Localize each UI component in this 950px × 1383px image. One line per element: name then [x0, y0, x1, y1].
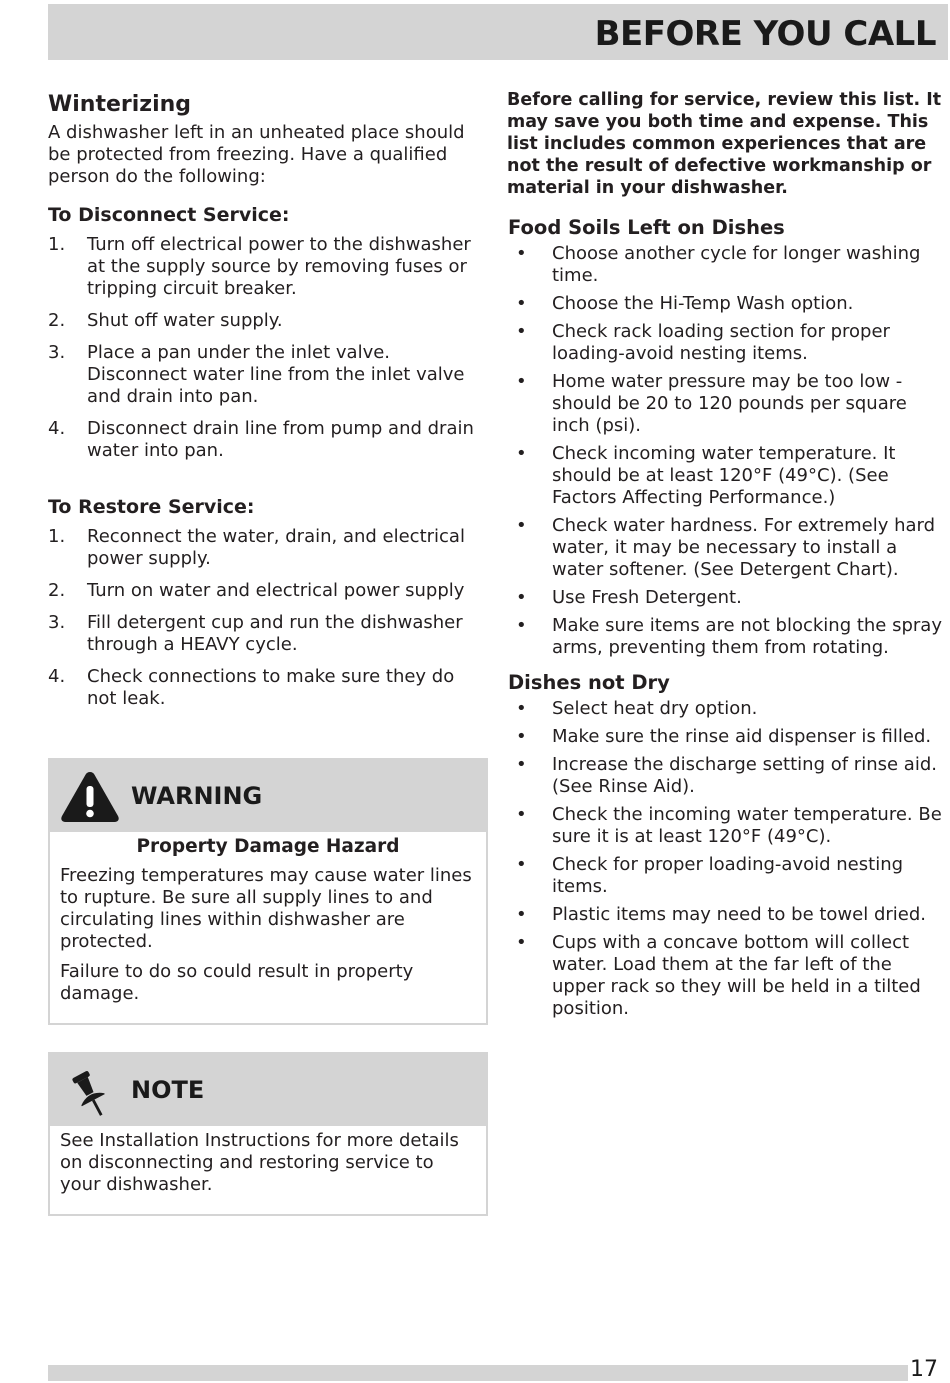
list-item: • Increase the discharge setting of rinse aid. (See Rinse Aid). [516, 754, 937, 797]
list-item: 3. Fill detergent cup and run the dishwasher through a HEAVY cycle. [48, 612, 463, 655]
list-item: • Check the incoming water temperature. Be sure it is at least 120°F (49°C). [516, 804, 942, 847]
list-item: • Plastic items may need to be towel dried. [516, 904, 927, 925]
warning-label: WARNING [131, 782, 263, 810]
pushpin-icon [72, 1070, 108, 1124]
hazard-title: Property Damage Hazard [136, 836, 400, 857]
warning-triangle-icon [60, 770, 120, 828]
note-label: NOTE [131, 1076, 205, 1104]
list-item: • Select heat dry option. [516, 698, 758, 719]
warning-box [48, 758, 488, 1025]
list-item: • Choose the Hi-Temp Wash option. [516, 293, 854, 314]
restore-title: To Restore Service: [48, 496, 255, 518]
note-header [50, 1054, 486, 1126]
list-item: • Make sure the rinse aid dispenser is filled. [516, 726, 932, 747]
service-intro: Before calling for service, review this list. It may save you both time and expense. This list includes common experiences that are not the result of defective workmanship or material in your dishwasher. [507, 90, 942, 198]
dishes-not-dry-list [507, 698, 943, 1020]
header-bar [48, 4, 948, 60]
disconnect-title: To Disconnect Service: [48, 204, 290, 226]
left-column [48, 92, 488, 720]
list-item: 4. Disconnect drain line from pump and drain water into pan. [48, 418, 474, 461]
list-item: • Make sure items are not blocking the spray arms, preventing them from rotating. [516, 615, 942, 658]
winterizing-intro: A dishwasher left in an unheated place should be protected from freezing. Have a qualified person do the following: [48, 122, 465, 187]
food-soils-title: Food Soils Left on Dishes [508, 216, 785, 239]
list-item: 4. Check connections to make sure they do not leak. [48, 666, 455, 709]
winterizing-title: Winterizing [48, 92, 192, 117]
disconnect-steps [48, 234, 488, 462]
list-item: 3. Place a pan under the inlet valve. Disconnect water line from the inlet valve and drain into pan. [48, 342, 465, 407]
list-item: 2. Turn on water and electrical power supply [48, 580, 465, 601]
page-title: BEFORE YOU CALL [594, 14, 936, 54]
restore-steps [48, 526, 488, 710]
list-item: • Check water hardness. For extremely hard water, it may be necessary to install a water softener. (See Detergent Chart). [516, 515, 936, 580]
food-soils-list [507, 243, 943, 659]
note-body [50, 1126, 486, 1214]
footer-bar [48, 1365, 908, 1381]
warning-text: Freezing temperatures may cause water lines to rupture. Be sure all supply lines to and circulating lines within dishwasher are protected. [60, 865, 472, 952]
warning-text-2: Failure to do so could result in property damage. [60, 961, 414, 1004]
list-item: 1. Reconnect the water, drain, and electrical power supply. [48, 526, 465, 569]
right-column [507, 89, 943, 1026]
list-item: • Check rack loading section for proper loading-avoid nesting items. [516, 321, 890, 364]
list-item: • Use Fresh Detergent. [516, 587, 742, 608]
warning-body [50, 865, 486, 1023]
list-item: 2. Shut off water supply. [48, 310, 283, 331]
list-item: 1. Turn off electrical power to the dishwasher at the supply source by removing fuses or tripping circuit breaker. [48, 234, 471, 299]
list-item: • Cups with a concave bottom will collect water. Load them at the far left of the upper rack so they will be held in a tilted position. [516, 932, 921, 1019]
page-number: 17 [910, 1357, 938, 1382]
list-item: • Check for proper loading-avoid nesting items. [516, 854, 904, 897]
dishes-not-dry-title: Dishes not Dry [508, 671, 670, 694]
warning-header [50, 760, 486, 832]
note-box [48, 1052, 488, 1216]
list-item: • Choose another cycle for longer washing time. [516, 243, 921, 286]
list-item: • Check incoming water temperature. It should be at least 120°F (49°C). (See Factors Affecting Performance.) [516, 443, 896, 508]
list-item: • Home water pressure may be too low - should be 20 to 120 pounds per square inch (psi). [516, 371, 907, 436]
note-text: See Installation Instructions for more details on disconnecting and restoring service to your dishwasher. [60, 1130, 459, 1195]
